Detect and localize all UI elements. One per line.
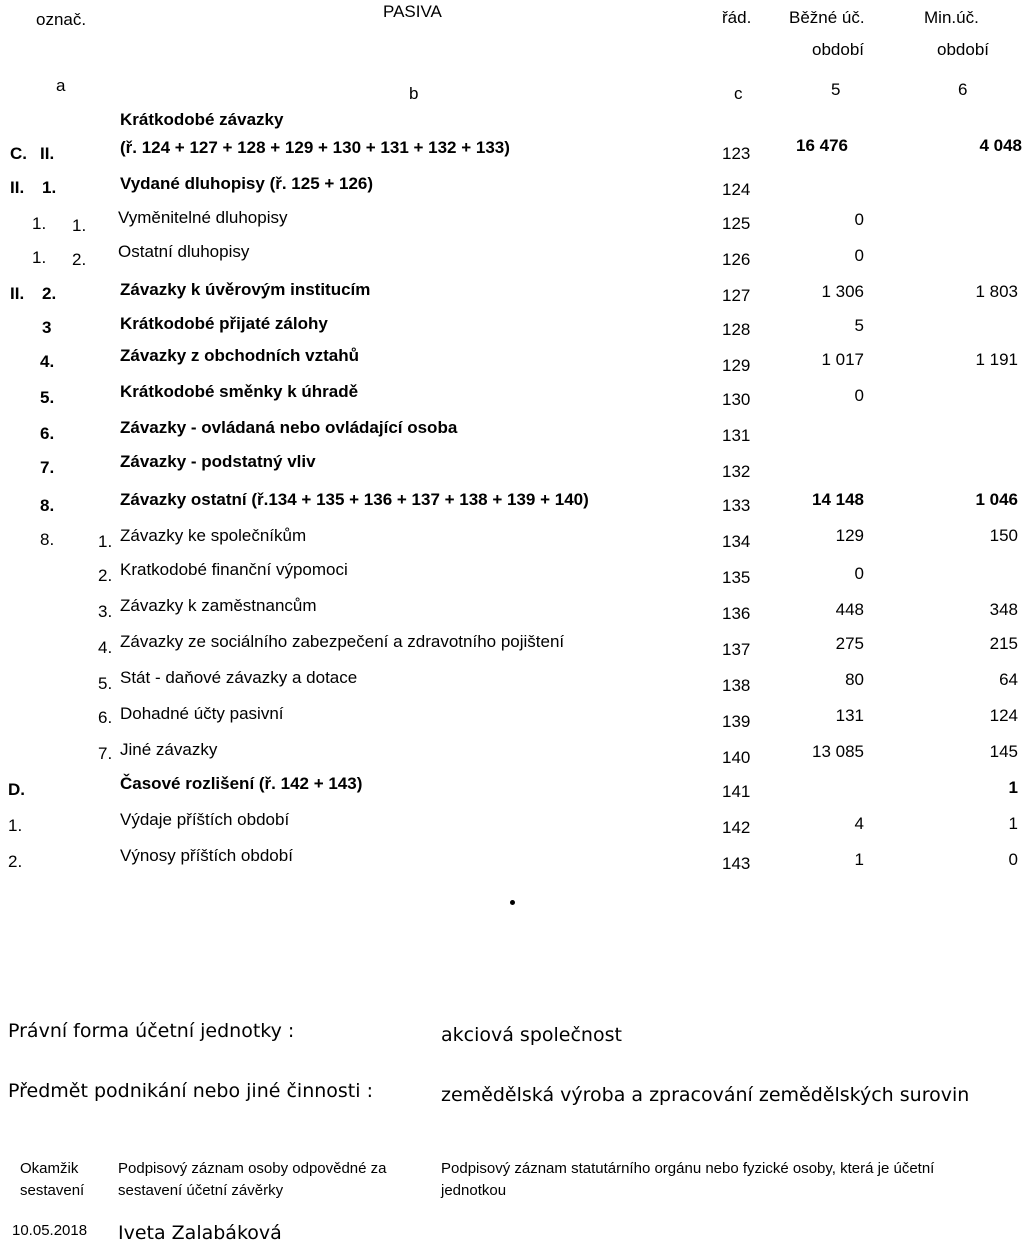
legal-form-value: akciová společnost bbox=[441, 1024, 622, 1046]
row-current: 0 bbox=[854, 246, 864, 265]
moment-label-2: sestavení bbox=[20, 1182, 85, 1199]
row-label: Kratkodobé finanční výpomoci bbox=[120, 560, 348, 579]
business-subject-label: Předmět podnikání nebo jiné činnosti : bbox=[8, 1080, 373, 1102]
col-a: a bbox=[56, 76, 66, 95]
row-current: 4 bbox=[854, 814, 864, 833]
row-mark2: II. bbox=[40, 144, 55, 163]
row-number: 133 bbox=[722, 496, 751, 515]
row-previous: 1 191 bbox=[975, 350, 1018, 369]
row-mark1: II. bbox=[10, 284, 25, 303]
row-label: Vydané dluhopisy (ř. 125 + 126) bbox=[120, 174, 374, 193]
row-current: 80 bbox=[845, 670, 864, 689]
row-previous: 1 bbox=[1008, 778, 1018, 797]
row-mark1: II. bbox=[10, 178, 25, 197]
row-mark1: 1. bbox=[32, 248, 47, 267]
row-number: 135 bbox=[722, 568, 751, 587]
row-label: Časové rozlišení (ř. 142 + 143) bbox=[120, 774, 363, 793]
row-mark1: 4. bbox=[40, 352, 55, 371]
row-current: 16 476 bbox=[796, 136, 848, 155]
row-mark1: 8. bbox=[40, 530, 55, 549]
row-current: 0 bbox=[854, 210, 864, 229]
row-previous: 1 bbox=[1008, 814, 1018, 833]
row-label: Výnosy příštích období bbox=[120, 846, 293, 865]
header-oznac: označ. bbox=[36, 10, 87, 29]
header-min-2: období bbox=[937, 40, 989, 59]
row-number: 136 bbox=[722, 604, 751, 623]
row-number: 142 bbox=[722, 818, 751, 837]
row-mark2: 3. bbox=[98, 602, 113, 621]
responsible-label-1: Podpisový záznam osoby odpovědné za bbox=[118, 1160, 387, 1177]
row-mark2: 5. bbox=[98, 674, 113, 693]
row-label: Závazky k zaměstnancům bbox=[120, 596, 317, 615]
row-label: Vyměnitelné dluhopisy bbox=[118, 208, 288, 227]
header-pasiva: PASIVA bbox=[383, 2, 442, 21]
business-subject-value: zemědělská výroba a zpracování zemědělských surovin bbox=[441, 1084, 970, 1106]
col-b: b bbox=[409, 84, 419, 103]
row-current: 5 bbox=[854, 316, 864, 335]
compile-date: 10.05.2018 bbox=[12, 1222, 88, 1239]
row-number: 132 bbox=[722, 462, 751, 481]
col-6: 6 bbox=[958, 80, 968, 99]
row-mark2: 2. bbox=[98, 566, 113, 585]
col-c: c bbox=[734, 84, 743, 103]
row-current: 0 bbox=[854, 564, 864, 583]
row-label: Ostatní dluhopisy bbox=[118, 242, 250, 261]
row-previous: 145 bbox=[989, 742, 1018, 761]
row-number: 134 bbox=[722, 532, 751, 551]
row-previous: 1 803 bbox=[975, 282, 1018, 301]
row-label: Závazky - podstatný vliv bbox=[120, 452, 316, 471]
row-current: 1 306 bbox=[821, 282, 864, 301]
row-current: 129 bbox=[835, 526, 864, 545]
row-label: (ř. 124 + 127 + 128 + 129 + 130 + 131 + 132 + 133) bbox=[120, 138, 510, 157]
row-mark1: 1. bbox=[32, 214, 47, 233]
row-mark2: 6. bbox=[98, 708, 113, 727]
row-current: 13 085 bbox=[812, 742, 864, 761]
row-mark2: 2. bbox=[42, 284, 57, 303]
row-previous: 0 bbox=[1008, 850, 1018, 869]
row-number: 126 bbox=[722, 250, 751, 269]
row-number: 128 bbox=[722, 320, 751, 339]
legal-form-label: Právní forma účetní jednotky : bbox=[8, 1020, 295, 1042]
row-mark1: 6. bbox=[40, 424, 55, 443]
row-previous: 64 bbox=[999, 670, 1018, 689]
row-label: Krátkodobé závazky bbox=[120, 110, 284, 129]
row-mark1: C. bbox=[10, 144, 27, 163]
row-number: 127 bbox=[722, 286, 751, 305]
row-number: 137 bbox=[722, 640, 751, 659]
row-mark2: 1. bbox=[72, 216, 87, 235]
row-previous: 1 046 bbox=[975, 490, 1018, 509]
stray-dot bbox=[510, 900, 515, 905]
header-rad: řád. bbox=[722, 8, 752, 27]
row-previous: 4 048 bbox=[979, 136, 1022, 155]
row-number: 123 bbox=[722, 144, 751, 163]
row-previous: 150 bbox=[989, 526, 1018, 545]
row-mark1: 3 bbox=[42, 318, 52, 337]
row-current: 1 bbox=[854, 850, 864, 869]
row-current: 448 bbox=[835, 600, 864, 619]
row-label: Závazky ze sociálního zabezpečení a zdravotního pojištení bbox=[120, 632, 565, 651]
row-label: Závazky ostatní (ř.134 + 135 + 136 + 137 + 138 + 139 + 140) bbox=[120, 490, 589, 509]
row-mark2: 4. bbox=[98, 638, 113, 657]
row-previous: 348 bbox=[989, 600, 1018, 619]
header-min-1: Min.úč. bbox=[924, 8, 979, 27]
row-mark1: 7. bbox=[40, 458, 55, 477]
row-mark2: 1. bbox=[98, 532, 113, 551]
row-previous: 124 bbox=[989, 706, 1018, 725]
statutory-label-1: Podpisový záznam statutárního orgánu nebo fyzické osoby, která je účetní bbox=[441, 1160, 935, 1177]
row-mark2: 7. bbox=[98, 744, 113, 763]
row-label: Závazky k úvěrovým institucím bbox=[120, 280, 371, 299]
row-number: 143 bbox=[722, 854, 751, 873]
moment-label-1: Okamžik bbox=[20, 1160, 79, 1177]
row-number: 140 bbox=[722, 748, 751, 767]
statutory-label-2: jednotkou bbox=[441, 1182, 507, 1199]
row-current: 0 bbox=[854, 386, 864, 405]
row-mark2: 1. bbox=[42, 178, 57, 197]
row-label: Závazky z obchodních vztahů bbox=[120, 346, 359, 365]
row-mark2: 2. bbox=[72, 250, 87, 269]
row-number: 141 bbox=[722, 782, 751, 801]
row-current: 131 bbox=[835, 706, 864, 725]
row-current: 1 017 bbox=[821, 350, 864, 369]
row-label: Krátkodobé směnky k úhradě bbox=[120, 382, 359, 401]
responsible-label-2: sestavení účetní závěrky bbox=[118, 1182, 284, 1199]
row-number: 125 bbox=[722, 214, 751, 233]
row-label: Stát - daňové závazky a dotace bbox=[120, 668, 358, 687]
row-label: Výdaje příštích období bbox=[120, 810, 290, 829]
row-number: 138 bbox=[722, 676, 751, 695]
row-mark1: 8. bbox=[40, 496, 55, 515]
row-current: 275 bbox=[835, 634, 864, 653]
row-mark1: 5. bbox=[40, 388, 55, 407]
responsible-name: Iveta Zalabáková bbox=[118, 1222, 282, 1244]
header-bezne-2: období bbox=[812, 40, 864, 59]
row-number: 130 bbox=[722, 390, 751, 409]
row-label: Dohadné účty pasivní bbox=[120, 704, 284, 723]
col-5: 5 bbox=[831, 80, 841, 99]
row-previous: 215 bbox=[989, 634, 1018, 653]
row-number: 124 bbox=[722, 180, 751, 199]
row-number: 129 bbox=[722, 356, 751, 375]
row-label: Jiné závazky bbox=[120, 740, 218, 759]
header-bezne-1: Běžné úč. bbox=[789, 8, 865, 27]
row-label: Závazky - ovládaná nebo ovládající osoba bbox=[120, 418, 458, 437]
row-mark1: D. bbox=[8, 780, 25, 799]
row-current: 14 148 bbox=[812, 490, 864, 509]
row-number: 139 bbox=[722, 712, 751, 731]
row-number: 131 bbox=[722, 426, 751, 445]
row-label: Závazky ke společníkům bbox=[120, 526, 307, 545]
row-mark1: 2. bbox=[8, 852, 23, 871]
row-mark1: 1. bbox=[8, 816, 23, 835]
row-label: Krátkodobé přijaté zálohy bbox=[120, 314, 328, 333]
